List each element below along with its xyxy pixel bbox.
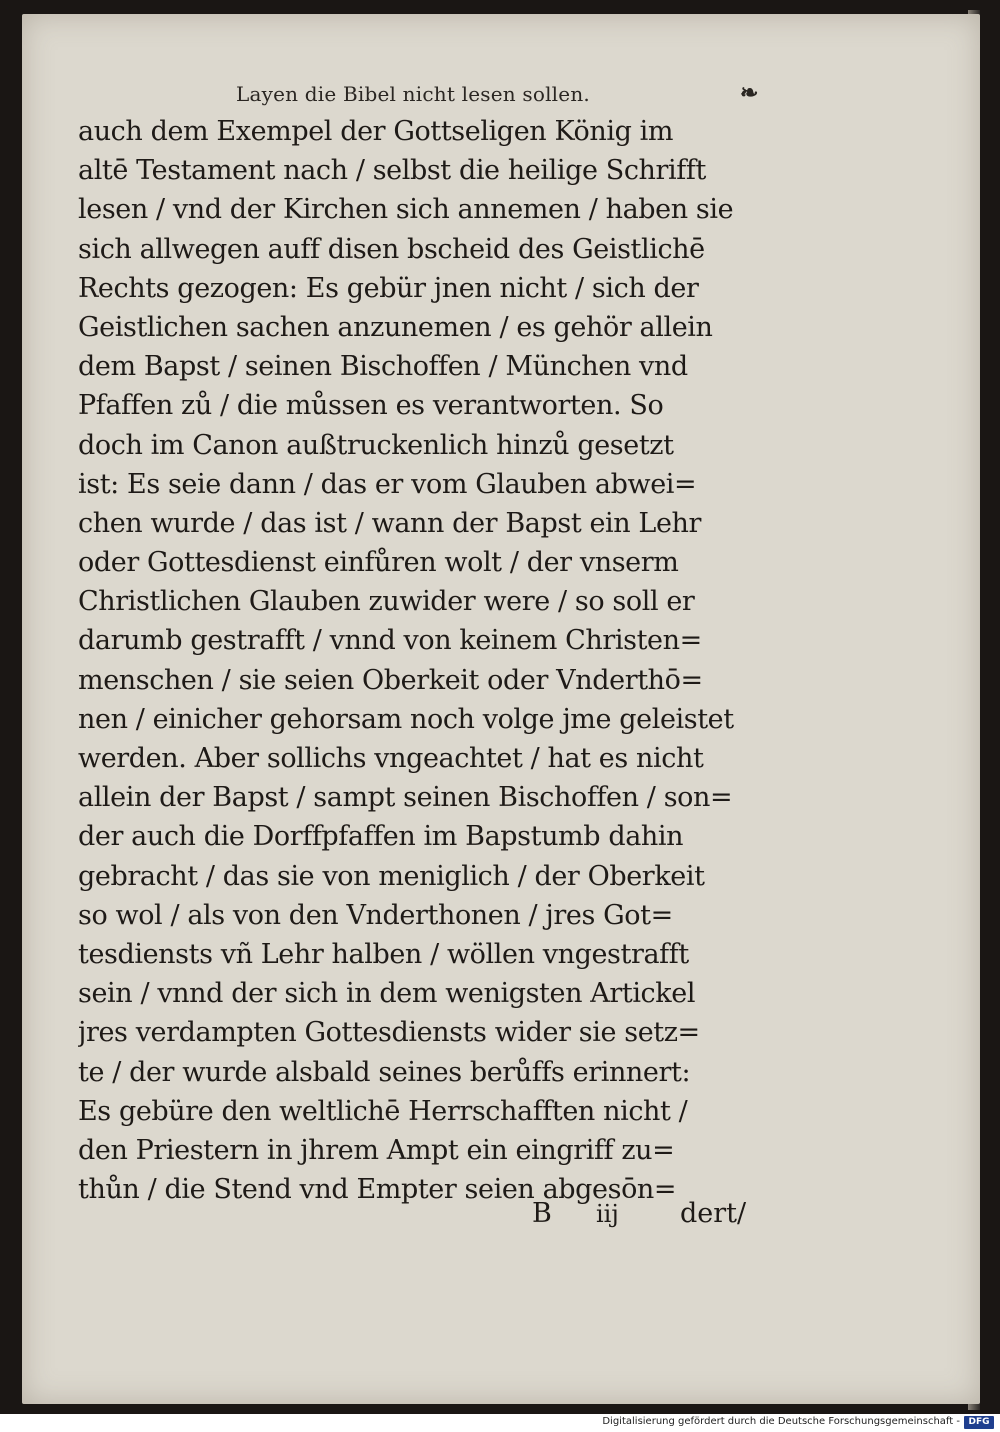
text-line: sein / vnnd der sich in dem wenigsten Artickel [78,978,696,1010]
text-line: Rechts gezogen: Es gebür jnen nicht / sich der [78,272,699,304]
text-line: chen wurde / das ist / wann der Bapst ein Lehr [78,507,702,539]
text-line: menschen / sie seien Oberkeit oder Vnderthō= [78,664,703,696]
funding-credit: Digitalisierung gefördert durch die Deutsche Forschungsgemeinschaft - [602,1416,960,1427]
text-line: Pfaffen zů / die můssen es verantworten. So [78,390,664,422]
text-line: te / der wurde alsbald seines berůffs erinnert: [78,1056,691,1088]
text-line: darumb gestrafft / vnnd von keinem Christen= [78,625,702,657]
running-head: Layen die Bibel nicht lesen sollen. [236,82,590,106]
text-line: sich allwegen auff disen bscheid des Geistlichē [78,233,705,265]
text-line: werden. Aber sollichs vngeachtet / hat es nicht [78,743,704,774]
text-line: Christlichen Glauben zuwider were / so soll er [78,586,695,618]
signature-number: iij [596,1200,619,1228]
text-line: altē Testament nach / selbst die heilige Schrifft [78,155,706,187]
text-block [78,112,778,1209]
text-line: den Priestern in jhrem Ampt ein eingriff zu= [78,1134,675,1166]
text-line: ist: Es seie dann / das er vom Glauben abwei= [78,468,697,500]
text-line: tesdiensts vñ Lehr halben / wöllen vngestrafft [78,938,689,970]
footer-bar [0,1414,1000,1432]
text-line: doch im Canon außtruckenlich hinzů gesetzt [78,429,674,461]
dfg-logo-icon: DFG [964,1416,994,1429]
signature-line [0,1194,1000,1234]
text-line: jres verdampten Gottesdiensts wider sie setz= [78,1017,700,1049]
text-line: gebracht / das sie von meniglich / der Oberkeit [78,860,705,892]
catchword: dert/ [680,1198,747,1229]
text-line: so wol / als von den Vnderthonen / jres Got= [78,899,673,931]
text-line: der auch die Dorffpfaffen im Bapstumb dahin [78,821,684,853]
text-line: lesen / vnd der Kirchen sich annemen / haben sie [78,194,734,226]
folio-mark: ❧ [740,80,759,106]
text-line: nen / einicher gehorsam noch volge jme geleistet [78,703,734,735]
text-line: oder Gottesdienst einfůren wolt / der vnserm [78,547,679,579]
text-line: Es gebüre den weltlichē Herrschafften nicht / [78,1095,688,1127]
signature-mark: B [532,1198,552,1229]
text-line: auch dem Exempel der Gottseligen König im [78,116,674,147]
text-line: allein der Bapst / sampt seinen Bischoffen / son= [78,782,733,814]
text-line: thůn / die Stend vnd Empter seien abgesōn= [78,1174,677,1206]
text-line: Geistlichen sachen anzunemen / es gehör allein [78,311,713,343]
text-line: dem Bapst / seinen Bischoffen / München vnd [78,351,688,383]
